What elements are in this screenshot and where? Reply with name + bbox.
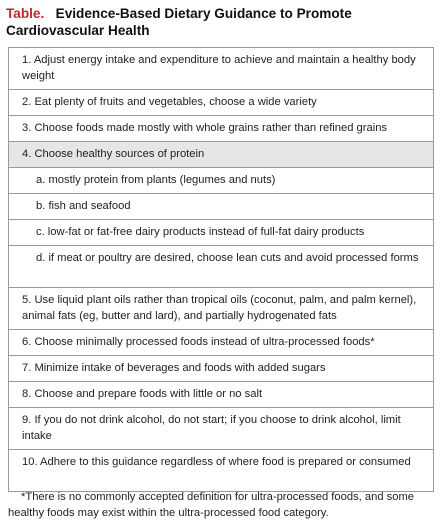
table-row (9, 194, 434, 220)
guidance-table (8, 47, 434, 492)
guidance-item: 7. Minimize intake of beverages and foods with added sugars (9, 356, 434, 382)
table-row (9, 288, 434, 330)
table-row (9, 356, 434, 382)
table-row (9, 220, 434, 246)
guidance-item: 5. Use liquid plant oils rather than tropical oils (coconut, palm, and palm kernel), animal fats (eg, butter and lard), and partially hydrogenated fats (9, 288, 434, 330)
guidance-item: 2. Eat plenty of fruits and vegetables, choose a wide variety (9, 90, 434, 116)
guidance-item: 10. Adhere to this guidance regardless of where food is prepared or consumed (9, 450, 434, 492)
table-row (9, 246, 434, 288)
guidance-subitem: a. mostly protein from plants (legumes and nuts) (9, 168, 434, 194)
table-row (9, 382, 434, 408)
guidance-subitem: d. if meat or poultry are desired, choose lean cuts and avoid processed forms (9, 246, 434, 288)
guidance-item: 4. Choose healthy sources of protein (9, 142, 434, 168)
table-heading: Evidence-Based Dietary Guidance to Promote Cardiovascular Health (6, 6, 352, 38)
table-row (9, 142, 434, 168)
table-row (9, 116, 434, 142)
guidance-subitem: c. low-fat or fat-free dairy products instead of full-fat dairy products (9, 220, 434, 246)
table-footnote: *There is no commonly accepted definition for ultra-processed foods, and some healthy foods may exist within the ultra-processed food category. (8, 491, 415, 519)
table-row (9, 330, 434, 356)
guidance-item: 6. Choose minimally processed foods instead of ultra-processed foods* (9, 330, 434, 356)
guidance-item: 8. Choose and prepare foods with little or no salt (9, 382, 434, 408)
guidance-item: 9. If you do not drink alcohol, do not start; if you choose to drink alcohol, limit intake (9, 408, 434, 450)
table-row (9, 48, 434, 90)
table-row (9, 90, 434, 116)
table-row (9, 450, 434, 492)
table-row (9, 168, 434, 194)
guidance-subitem: b. fish and seafood (9, 194, 434, 220)
guidance-item: 3. Choose foods made mostly with whole grains rather than refined grains (9, 116, 434, 142)
guidance-item: 1. Adjust energy intake and expenditure to achieve and maintain a healthy body weight (9, 48, 434, 90)
table-title (6, 5, 436, 39)
table-row (9, 408, 434, 450)
table-label: Table. (6, 6, 45, 21)
